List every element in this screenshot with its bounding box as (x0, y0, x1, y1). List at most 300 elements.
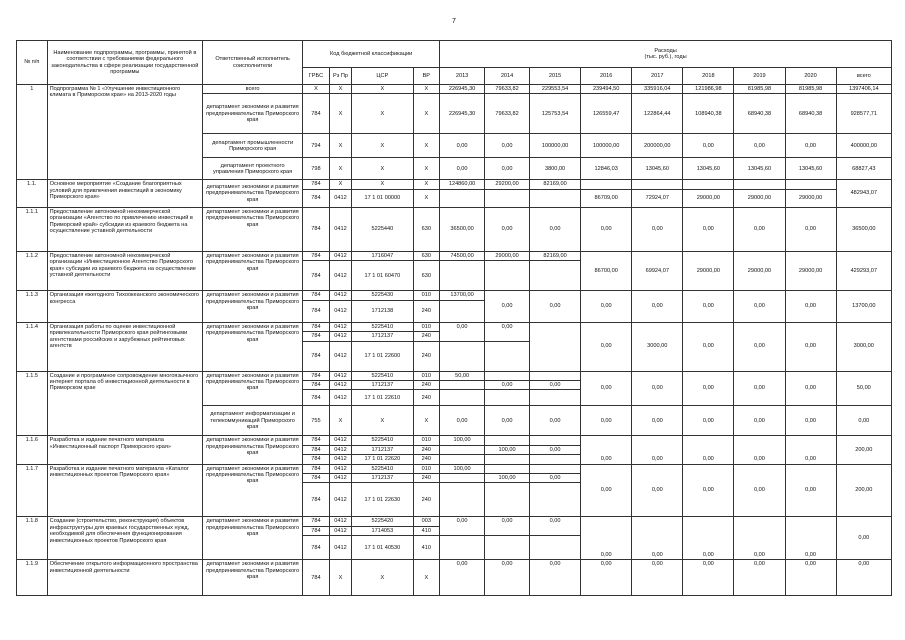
cell-value: 79633,82 (485, 94, 530, 134)
cell-value: 0,00 (485, 207, 530, 251)
header-responsible: Ответственный исполнитель соисполнители (203, 41, 303, 85)
cell-value (530, 371, 581, 380)
cell-value: 0,00 (734, 436, 785, 464)
cell-grbs: 784 (303, 207, 330, 251)
cell-value (485, 464, 530, 473)
cell-grbs: 798 (303, 158, 330, 180)
cell-value: 13045,60 (683, 158, 734, 180)
cell-value (440, 536, 485, 560)
cell-value: 3000,00 (632, 322, 683, 371)
cell-total: 0,00 (836, 517, 891, 560)
cell-rzpr: 0412 (329, 483, 351, 517)
cell-vr: 010 (413, 436, 440, 445)
row-name: Предоставление автономной некоммерческой организации «Агентство по привлечению инвестиций в Приморский край» субсидии из краевого бюджета на осуществление уставной деятельности (47, 207, 202, 251)
row-resp: департамент экономики и развития предпринимательства Приморского края (203, 94, 303, 134)
cell-total: 482943,07 (836, 180, 891, 207)
cell-value: 0,00 (530, 517, 581, 536)
cell-value (581, 180, 632, 189)
cell-csr: 17 1 01 60470 (352, 261, 413, 291)
cell-grbs: 784 (303, 322, 330, 331)
cell-value: 125753,54 (530, 94, 581, 134)
cell-rzpr: 0412 (329, 455, 351, 464)
cell-value: 0,00 (581, 464, 632, 517)
cell-value: 0,00 (632, 560, 683, 596)
cell-grbs: 784 (303, 560, 330, 596)
cell-value: 0,00 (581, 406, 632, 436)
row-name: Обеспечение открытого информационного пространства инвестиционной деятельности (47, 560, 202, 596)
cell-grbs: 784 (303, 251, 330, 260)
row-num: 1.1. (17, 180, 48, 207)
cell-rzpr: X (329, 406, 351, 436)
cell-value (440, 189, 485, 207)
cell-grbs: 784 (303, 341, 330, 371)
cell-value: 0,00 (581, 436, 632, 464)
cell-vr: 240 (413, 483, 440, 517)
cell-csr: 17 1 01 22620 (352, 455, 413, 464)
cell-value: 0,00 (683, 207, 734, 251)
cell-value: 0,00 (734, 517, 785, 560)
cell-total: 0,00 (836, 560, 891, 596)
table-row (17, 371, 892, 380)
cell-value: 69924,07 (632, 251, 683, 290)
cell-grbs: 784 (303, 300, 330, 322)
header-bcc: Код бюджетной классификации (303, 41, 440, 68)
cell-value: 0,00 (734, 134, 785, 158)
cell-vr: 240 (413, 445, 440, 454)
cell-value: 0,00 (485, 517, 530, 536)
cell-total: 3000,00 (836, 322, 891, 371)
cell-vr: 010 (413, 291, 440, 300)
cell-rzpr: 0412 (329, 536, 351, 560)
row-resp: департамент промышленности Приморского края (203, 134, 303, 158)
cell-total: 1397406,14 (836, 85, 891, 94)
cell-value: 3800,00 (530, 158, 581, 180)
header-vr: ВР (413, 68, 440, 85)
cell-value: 226945,30 (440, 85, 485, 94)
cell-value (530, 261, 581, 291)
cell-value: 82169,00 (530, 251, 581, 260)
cell-value: 0,00 (785, 517, 836, 560)
cell-grbs: 784 (303, 455, 330, 464)
cell-csr: X (352, 180, 413, 189)
row-resp: департамент экономики и развития предпринимательства Приморского края (203, 464, 303, 517)
cell-rzpr: X (329, 560, 351, 596)
cell-value: 121986,98 (683, 85, 734, 94)
cell-value: 126559,47 (581, 94, 632, 134)
row-resp: департамент экономики и развития предпринимательства Приморского края (203, 322, 303, 371)
cell-grbs: 794 (303, 134, 330, 158)
header-name: Наименование подпрограммы, программы, принятой в соответствии с требованиями федерального законодательства в сфере реализации государственной программы (47, 41, 202, 85)
row-num: 1.1.8 (17, 517, 48, 560)
row-name: Предоставление автономной некоммерческой организации «Инвестиционное Агентство Приморского края» субсидии из краевого бюджета на осуществление уставной деятельности (47, 251, 202, 290)
header-rzpr: Рз Пр (329, 68, 351, 85)
cell-csr: 1712137 (352, 474, 413, 483)
row-num: 1 (17, 85, 48, 180)
header-expenses-title: Расходы (654, 47, 677, 54)
cell-value: 72924,07 (632, 189, 683, 207)
cell-value: 0,00 (530, 560, 581, 596)
row-name: Разработка и издание печатного материала «Инвестиционный паспорт Приморского края» (47, 436, 202, 464)
cell-vr: X (413, 180, 440, 189)
cell-value: 0,00 (581, 207, 632, 251)
cell-total: 13700,00 (836, 291, 891, 322)
cell-value: 0,00 (734, 291, 785, 322)
cell-csr: 1712137 (352, 445, 413, 454)
table-row (17, 517, 892, 526)
header-year: 2017 (632, 68, 683, 85)
cell-value: 226945,30 (440, 94, 485, 134)
cell-vr: 630 (413, 261, 440, 291)
cell-value (485, 341, 530, 371)
cell-vr: 240 (413, 455, 440, 464)
cell-value (485, 261, 530, 291)
cell-csr: 17 1 01 00000 (352, 189, 413, 207)
cell-value (485, 536, 530, 560)
cell-value: 0,00 (440, 517, 485, 536)
cell-vr: 010 (413, 322, 440, 331)
cell-value: 0,00 (581, 371, 632, 406)
cell-value: 239494,50 (581, 85, 632, 94)
cell-value: 0,00 (530, 474, 581, 483)
row-name: Создание (строительство, реконструкция) объектов инфраструктуры для краевых государственных нужд, необходимой для обеспечения функционирования инвестиционных проектов Приморского края (47, 517, 202, 560)
cell-value: 0,00 (632, 464, 683, 517)
cell-value: 0,00 (683, 560, 734, 596)
cell-value: 0,00 (785, 207, 836, 251)
cell-value: 13045,60 (734, 158, 785, 180)
cell-total: 200,00 (836, 436, 891, 464)
cell-value: 81985,98 (785, 85, 836, 94)
cell-value: 0,00 (785, 134, 836, 158)
cell-rzpr: 0412 (329, 371, 351, 380)
cell-rzpr: 0412 (329, 189, 351, 207)
cell-value: 200000,00 (632, 134, 683, 158)
header-year: 2013 (440, 68, 485, 85)
cell-value: 0,00 (485, 322, 530, 341)
cell-value: 29000,00 (785, 189, 836, 207)
header-year: 2016 (581, 68, 632, 85)
cell-total: 0,00 (836, 406, 891, 436)
cell-value: 29000,00 (734, 251, 785, 290)
row-num: 1.1.3 (17, 291, 48, 322)
row-name: Основное мероприятие «Создание благоприятных условий для привлечения инвестиций в экономику Приморского края» (47, 180, 202, 207)
cell-grbs: 784 (303, 332, 330, 341)
header-total: всего (836, 68, 891, 85)
cell-value: 100000,00 (581, 134, 632, 158)
cell-value (440, 300, 485, 322)
cell-value: 0,00 (632, 291, 683, 322)
cell-rzpr: 0412 (329, 291, 351, 300)
cell-value: 0,00 (485, 134, 530, 158)
cell-csr: 1712138 (352, 300, 413, 322)
cell-value: 79633,82 (485, 85, 530, 94)
cell-value (485, 436, 530, 445)
cell-value: 86709,00 (581, 189, 632, 207)
cell-value: 0,00 (632, 371, 683, 406)
cell-vr: 240 (413, 474, 440, 483)
cell-value (485, 455, 530, 464)
row-num: 1.1.5 (17, 371, 48, 436)
cell-vr: 010 (413, 371, 440, 380)
cell-grbs: 784 (303, 291, 330, 300)
row-num: 1.1.7 (17, 464, 48, 517)
cell-csr: 1712137 (352, 380, 413, 389)
header-expenses (440, 41, 892, 68)
cell-rzpr: X (329, 85, 351, 94)
cell-value (530, 536, 581, 560)
cell-value: 86700,00 (581, 251, 632, 290)
header-year: 2019 (734, 68, 785, 85)
cell-grbs: 784 (303, 189, 330, 207)
cell-value: 0,00 (485, 380, 530, 389)
cell-value (683, 180, 734, 189)
cell-value: 36500,00 (440, 207, 485, 251)
cell-grbs: 784 (303, 371, 330, 380)
cell-csr: 1712137 (352, 332, 413, 341)
cell-csr: 17 1 01 40530 (352, 536, 413, 560)
cell-value: 13045,60 (632, 158, 683, 180)
row-resp: департамент информатизации и телекоммуникаций Приморского края (203, 406, 303, 436)
cell-csr: 1714053 (352, 526, 413, 535)
cell-total: 68827,43 (836, 158, 891, 180)
cell-rzpr: 0412 (329, 445, 351, 454)
cell-vr: X (413, 94, 440, 134)
cell-vr: 240 (413, 390, 440, 406)
cell-value: 29200,00 (485, 180, 530, 189)
cell-value: 29000,00 (785, 251, 836, 290)
cell-value: 0,00 (734, 464, 785, 517)
table-row (17, 180, 892, 189)
cell-value: 0,00 (485, 406, 530, 436)
cell-rzpr: X (329, 94, 351, 134)
cell-total: 200,00 (836, 464, 891, 517)
cell-value: 122864,44 (632, 94, 683, 134)
cell-value (530, 455, 581, 464)
cell-value: 0,00 (440, 322, 485, 341)
cell-value: 29000,00 (734, 189, 785, 207)
cell-value (440, 445, 485, 454)
cell-grbs: 784 (303, 180, 330, 189)
cell-rzpr: X (329, 180, 351, 189)
header-year: 2014 (485, 68, 530, 85)
cell-value: 0,00 (683, 464, 734, 517)
cell-value: 100,00 (485, 474, 530, 483)
cell-vr: 240 (413, 341, 440, 371)
cell-vr: X (413, 560, 440, 596)
cell-grbs: 784 (303, 536, 330, 560)
cell-value: 100,00 (440, 436, 485, 445)
cell-vr: 410 (413, 526, 440, 535)
cell-total: 928577,71 (836, 94, 891, 134)
cell-total: 36500,00 (836, 207, 891, 251)
row-resp: департамент экономики и развития предпринимательства Приморского края (203, 371, 303, 406)
cell-value: 0,00 (530, 380, 581, 389)
cell-csr: 5225430 (352, 291, 413, 300)
header-csr: ЦСР (352, 68, 413, 85)
row-resp: департамент экономики и развития предпринимательства Приморского края (203, 291, 303, 322)
table-row (17, 207, 892, 251)
cell-total: 50,00 (836, 371, 891, 406)
cell-rzpr: 0412 (329, 464, 351, 473)
cell-rzpr: X (329, 134, 351, 158)
cell-value: 0,00 (683, 406, 734, 436)
row-num: 1.1.9 (17, 560, 48, 596)
row-name: Организация работы по оценке инвестиционной привлекательности Приморского края рейтинговыми агентствами российских и зарубежных рейтинговых агентств (47, 322, 202, 371)
header-grbs: ГРБС (303, 68, 330, 85)
row-name: Создание и программное сопровождение многоязычного интернет портала об инвестиционной деятельности в Приморском крае (47, 371, 202, 436)
cell-csr: 5225410 (352, 464, 413, 473)
cell-value: 0,00 (785, 371, 836, 406)
cell-value (530, 483, 581, 517)
row-resp: департамент экономики и развития предпринимательства Приморского края (203, 517, 303, 560)
cell-value: 0,00 (683, 517, 734, 560)
row-num: 1.1.1 (17, 207, 48, 251)
cell-value: 0,00 (440, 134, 485, 158)
cell-grbs: 784 (303, 517, 330, 526)
cell-value: 0,00 (632, 517, 683, 560)
cell-value: 0,00 (440, 158, 485, 180)
cell-vr: 240 (413, 300, 440, 322)
cell-value (440, 261, 485, 291)
cell-rzpr: 0412 (329, 380, 351, 389)
cell-value: 0,00 (785, 291, 836, 322)
cell-value (530, 390, 581, 406)
cell-value: 0,00 (734, 207, 785, 251)
cell-grbs: 784 (303, 483, 330, 517)
cell-grbs: 784 (303, 261, 330, 291)
table-row (17, 85, 892, 94)
cell-value (440, 390, 485, 406)
cell-vr: X (413, 85, 440, 94)
cell-rzpr: 0412 (329, 300, 351, 322)
cell-rzpr: 0412 (329, 207, 351, 251)
cell-rzpr: 0412 (329, 517, 351, 526)
row-num: 1.1.6 (17, 436, 48, 464)
cell-grbs: 784 (303, 464, 330, 473)
cell-csr: 5225410 (352, 371, 413, 380)
cell-csr: X (352, 94, 413, 134)
cell-rzpr: X (329, 158, 351, 180)
cell-value: 0,00 (581, 322, 632, 371)
cell-value (530, 464, 581, 473)
cell-csr: 5225410 (352, 436, 413, 445)
header-year: 2020 (785, 68, 836, 85)
cell-grbs: X (303, 85, 330, 94)
header-num: № п/п (17, 41, 48, 85)
cell-value: 29000,00 (683, 251, 734, 290)
cell-value: 0,00 (632, 406, 683, 436)
cell-grbs: 784 (303, 445, 330, 454)
cell-rzpr: 0412 (329, 526, 351, 535)
cell-value: 29000,00 (683, 189, 734, 207)
cell-value: 100,00 (485, 445, 530, 454)
cell-value: 0,00 (581, 291, 632, 322)
cell-value: 12846,03 (581, 158, 632, 180)
budget-table (16, 40, 892, 596)
cell-value: 229553,54 (530, 85, 581, 94)
cell-vr: X (413, 406, 440, 436)
cell-grbs: 784 (303, 436, 330, 445)
cell-value: 0,00 (440, 560, 485, 596)
table-row (17, 560, 892, 596)
cell-rzpr: 0412 (329, 474, 351, 483)
cell-csr: 17 1 01 22600 (352, 341, 413, 371)
cell-value: 0,00 (632, 207, 683, 251)
cell-value: 0,00 (485, 291, 530, 322)
cell-value: 68940,38 (785, 94, 836, 134)
cell-vr: X (413, 158, 440, 180)
cell-value (485, 371, 530, 380)
cell-value: 0,00 (683, 322, 734, 371)
cell-csr: 5225440 (352, 207, 413, 251)
cell-value: 0,00 (785, 464, 836, 517)
cell-value: 68940,38 (734, 94, 785, 134)
cell-csr: 17 1 01 22630 (352, 483, 413, 517)
cell-value (485, 390, 530, 406)
cell-rzpr: 0412 (329, 390, 351, 406)
header-year: 2018 (683, 68, 734, 85)
row-num: 1.1.2 (17, 251, 48, 290)
cell-value (785, 180, 836, 189)
cell-rzpr: 0412 (329, 261, 351, 291)
cell-value (530, 322, 581, 371)
cell-value: 81985,98 (734, 85, 785, 94)
cell-value: 0,00 (530, 207, 581, 251)
cell-vr: 630 (413, 251, 440, 260)
cell-value: 0,00 (683, 291, 734, 322)
cell-value: 13700,00 (440, 291, 485, 300)
table-row (17, 291, 892, 300)
row-num: 1.1.4 (17, 322, 48, 371)
table-row (17, 322, 892, 331)
row-name: Разработка и издание печатного материала «Каталог инвестиционных проектов Приморского края» (47, 464, 202, 517)
cell-value (734, 180, 785, 189)
cell-value: 0,00 (785, 406, 836, 436)
cell-vr: 630 (413, 207, 440, 251)
table-row (17, 464, 892, 473)
cell-value: 0,00 (785, 322, 836, 371)
cell-value: 108940,38 (683, 94, 734, 134)
cell-value: 29000,00 (485, 251, 530, 260)
cell-rzpr: 0412 (329, 332, 351, 341)
row-resp: департамент проектного управления Приморского края (203, 158, 303, 180)
row-name: Организация ежегодного Тихоокеанского экономического конгресса (47, 291, 202, 322)
cell-value (440, 474, 485, 483)
row-resp: всего (203, 85, 303, 94)
cell-value (440, 483, 485, 517)
cell-value: 0,00 (785, 560, 836, 596)
table-row (17, 251, 892, 260)
cell-grbs: 784 (303, 526, 330, 535)
cell-csr: 5225420 (352, 517, 413, 526)
cell-value (440, 380, 485, 389)
cell-value: 74500,00 (440, 251, 485, 260)
row-resp: департамент экономики и развития предпринимательства Приморского края (203, 436, 303, 464)
cell-rzpr: 0412 (329, 251, 351, 260)
cell-value: 0,00 (485, 158, 530, 180)
cell-value (440, 455, 485, 464)
cell-value: 0,00 (581, 560, 632, 596)
header-year: 2015 (530, 68, 581, 85)
cell-csr: 1716047 (352, 251, 413, 260)
cell-value: 0,00 (632, 436, 683, 464)
cell-value: 50,00 (440, 371, 485, 380)
header-row-top (17, 41, 892, 68)
page-number: 7 (452, 18, 456, 25)
cell-value: 100,00 (440, 464, 485, 473)
cell-value: 0,00 (734, 560, 785, 596)
cell-vr: 410 (413, 536, 440, 560)
row-resp: департамент экономики и развития предпринимательства Приморского края (203, 560, 303, 596)
